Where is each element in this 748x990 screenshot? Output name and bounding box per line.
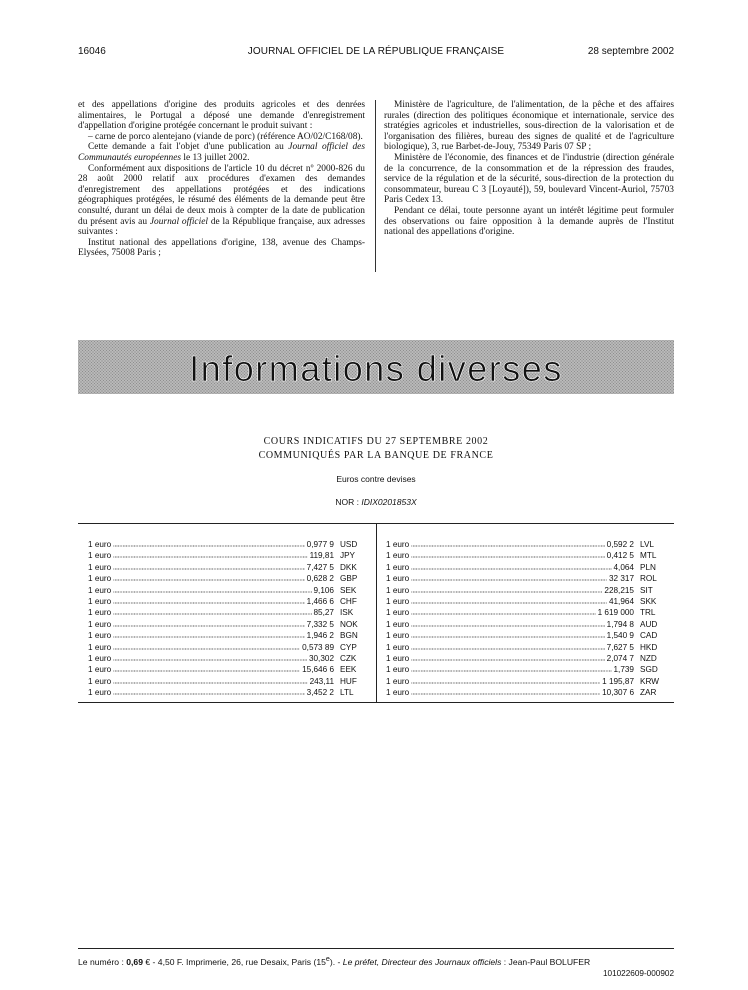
paragraph bbox=[78, 164, 365, 238]
rate-row bbox=[386, 654, 668, 665]
rate-label: 1 euro bbox=[386, 619, 410, 629]
text-run: Le numéro : bbox=[78, 956, 127, 967]
rate-row bbox=[386, 551, 668, 562]
currency-code: LTL bbox=[340, 688, 354, 698]
currency-code: GBP bbox=[340, 574, 358, 584]
rate-row bbox=[386, 688, 668, 699]
issue-price: 0,69 bbox=[126, 956, 143, 967]
currency-code: SEK bbox=[340, 585, 357, 595]
dot-leader bbox=[411, 552, 604, 558]
rate-row bbox=[88, 665, 368, 676]
rate-value: 119,81 bbox=[309, 551, 334, 561]
dot-leader bbox=[411, 587, 602, 593]
dot-leader bbox=[411, 541, 604, 547]
dot-leader bbox=[113, 552, 307, 558]
rate-row bbox=[88, 586, 368, 597]
dot-leader bbox=[113, 564, 304, 570]
rate-value: 3,452 2 bbox=[306, 688, 334, 698]
rate-row bbox=[386, 620, 668, 631]
rate-label: 1 euro bbox=[386, 540, 410, 549]
currency-code: BGN bbox=[340, 631, 358, 641]
dot-leader bbox=[113, 598, 304, 604]
text-run: de la République française, aux adresses suivantes : bbox=[78, 216, 365, 238]
table-divider bbox=[376, 524, 377, 702]
rate-row bbox=[88, 620, 368, 631]
rate-value: 0,977 9 bbox=[306, 540, 334, 549]
left-text-column bbox=[78, 100, 365, 259]
rate-row bbox=[88, 643, 368, 654]
dot-leader bbox=[113, 541, 304, 547]
dot-leader bbox=[411, 621, 604, 627]
rate-value: 1,739 bbox=[613, 665, 634, 675]
rate-value: 30,302 bbox=[308, 653, 334, 663]
rate-label: 1 euro bbox=[88, 688, 112, 698]
dot-leader bbox=[411, 575, 607, 581]
italic-text: Le préfet, Directeur des Journaux officiels bbox=[342, 956, 502, 967]
paragraph: Ministère de l'agriculture, de l'alimentation, de la pêche et des affaires rurales (direction des politiques économique et internationale, service des stratégies agricoles et industrielles, sous-direction de la valorisation et de l'organisation des filières, bureau des signes de qualité et de l'agriculture biologique), 3, rue Barbet-de-Jouy, 75349 Paris 07 SP ; bbox=[384, 100, 674, 153]
rates-subtitle: Euros contre devises bbox=[336, 474, 416, 484]
dot-leader bbox=[113, 689, 304, 695]
banner-title: Informations diverses bbox=[189, 348, 563, 389]
rate-label: 1 euro bbox=[386, 676, 410, 686]
footer-code: 101022609-000902 bbox=[602, 968, 674, 978]
rate-row bbox=[386, 586, 668, 597]
dot-leader bbox=[113, 609, 311, 615]
text-run: Cette demande a fait l'objet d'une publication au bbox=[88, 142, 289, 153]
rates-title-line1: COURS INDICATIFS DU 27 SEPTEMBRE 2002 bbox=[263, 436, 489, 447]
rate-row bbox=[88, 563, 368, 574]
rate-row bbox=[386, 677, 668, 688]
rate-label: 1 euro bbox=[88, 619, 112, 629]
rate-value: 32 317 bbox=[608, 574, 634, 584]
rate-row bbox=[386, 540, 668, 551]
currency-code: ISK bbox=[340, 608, 354, 618]
dot-leader bbox=[411, 666, 611, 672]
rate-row bbox=[88, 654, 368, 665]
currency-code: AUD bbox=[640, 619, 658, 629]
rate-label: 1 euro bbox=[88, 676, 112, 686]
dot-leader bbox=[113, 644, 300, 650]
text-run: : Jean-Paul BOLUFER bbox=[501, 956, 591, 967]
page-header bbox=[78, 46, 674, 60]
dot-leader bbox=[113, 666, 300, 672]
italic-text: Journal officiel bbox=[149, 216, 208, 227]
rate-label: 1 euro bbox=[386, 665, 410, 675]
rate-label: 1 euro bbox=[386, 574, 410, 584]
rate-label: 1 euro bbox=[386, 551, 410, 561]
rate-label: 1 euro bbox=[386, 631, 410, 641]
rate-row bbox=[88, 574, 368, 585]
rate-value: 1,540 9 bbox=[606, 631, 634, 641]
rate-value: 4,064 bbox=[613, 562, 634, 572]
currency-code: CYP bbox=[340, 642, 357, 652]
rate-label: 1 euro bbox=[88, 540, 112, 549]
product-item: – carne de porco alentejano (viande de porc) (référence AO/02/C168/08). bbox=[88, 131, 363, 142]
rate-label: 1 euro bbox=[88, 596, 112, 606]
rate-row bbox=[386, 631, 668, 642]
rate-row bbox=[88, 631, 368, 642]
dot-leader bbox=[113, 655, 307, 661]
section-banner bbox=[78, 340, 674, 394]
rates-title-line2: COMMUNIQUÉS PAR LA BANQUE DE FRANCE bbox=[258, 450, 494, 461]
paragraph: Pendant ce délai, toute personne ayant un intérêt légitime peut formuler des observations ou faire opposition à la demande auprès de l'Institut national des appellations d'origine. bbox=[384, 205, 674, 238]
rate-value: 0,592 2 bbox=[606, 540, 634, 549]
currency-code: MTL bbox=[640, 551, 657, 561]
rate-value: 0,628 2 bbox=[306, 574, 334, 584]
rate-label: 1 euro bbox=[88, 585, 112, 595]
rate-label: 1 euro bbox=[386, 688, 410, 698]
text-run: Conformément aux dispositions de l'article 10 du décret nº 2000-826 du 28 août 2000 relatif aux procédures d'examen des demandes d'enregistrement des appellations protégées et des indications géographiques protégées, le résumé des éléments de la demande peut être consulté, durant un délai de deux mois à compter de la date de publication du présent avis au bbox=[78, 163, 365, 227]
rate-row bbox=[386, 665, 668, 676]
rate-value: 228,215 bbox=[604, 585, 634, 595]
rate-value: 1,466 6 bbox=[306, 596, 334, 606]
rate-row bbox=[386, 643, 668, 654]
dot-leader bbox=[113, 632, 304, 638]
rate-label: 1 euro bbox=[88, 551, 112, 561]
rate-value: 10,307 6 bbox=[602, 688, 634, 698]
rates-right-column bbox=[386, 540, 668, 699]
rate-label: 1 euro bbox=[88, 608, 112, 618]
rate-label: 1 euro bbox=[88, 653, 112, 663]
dot-leader bbox=[411, 598, 607, 604]
nor-label: NOR : bbox=[335, 497, 362, 507]
rate-value: 9,106 bbox=[313, 585, 334, 595]
currency-code: CZK bbox=[340, 653, 357, 663]
paragraph: Ministère de l'économie, des finances et de l'industrie (direction générale de la concurrence, de la consommation et de la répression des fraudes, service de la régulation et de la sécurité, sous-direction de la protection du consommateur, bureau C 3 [Loyauté]), 59, boulevard Vincent-Auriol, 75703 Paris Cedex 13. bbox=[384, 152, 674, 206]
dot-leader bbox=[411, 689, 600, 695]
currency-code: SKK bbox=[640, 596, 657, 606]
dot-leader bbox=[113, 621, 304, 627]
rate-value: 15,646 6 bbox=[302, 665, 334, 675]
nor-value: IDIX0201853X bbox=[361, 497, 417, 507]
rate-value: 0,573 89 bbox=[302, 642, 334, 652]
rate-value: 243,11 bbox=[309, 676, 334, 686]
rate-row bbox=[88, 597, 368, 608]
rate-row bbox=[386, 574, 668, 585]
rates-left-column bbox=[88, 540, 368, 699]
paragraph bbox=[78, 142, 365, 163]
rate-row bbox=[386, 563, 668, 574]
dot-leader bbox=[411, 632, 604, 638]
paragraph: et des appellations d'origine des produits agricoles et des denrées alimentaires, le Portugal a déposé une demande d'enregistrement d'appellation d'origine protégée concernant le produit suivant : bbox=[78, 100, 365, 132]
rate-value: 85,27 bbox=[313, 608, 334, 618]
currency-code: KRW bbox=[640, 676, 659, 686]
rate-value: 41,964 bbox=[608, 596, 634, 606]
rate-row bbox=[386, 608, 668, 619]
dot-leader bbox=[113, 678, 307, 684]
currency-code: HKD bbox=[640, 642, 658, 652]
rate-row bbox=[88, 688, 368, 699]
rate-label: 1 euro bbox=[386, 642, 410, 652]
rate-label: 1 euro bbox=[88, 642, 112, 652]
rate-value: 1,794 8 bbox=[606, 619, 634, 629]
rate-label: 1 euro bbox=[88, 665, 112, 675]
rate-value: 0,412 5 bbox=[606, 551, 634, 561]
rate-row bbox=[88, 608, 368, 619]
dot-leader bbox=[411, 655, 604, 661]
currency-code: CHF bbox=[340, 596, 357, 606]
dot-leader bbox=[113, 575, 304, 581]
currency-code: HUF bbox=[340, 676, 357, 686]
column-divider bbox=[375, 100, 376, 272]
currency-code: PLN bbox=[640, 562, 656, 572]
exchange-rate-table bbox=[78, 523, 674, 703]
dot-leader bbox=[411, 564, 611, 570]
rate-row bbox=[88, 540, 368, 551]
italic-text: Journal officiel des Communautés européennes bbox=[78, 142, 365, 163]
rate-label: 1 euro bbox=[386, 608, 410, 618]
journal-title: JOURNAL OFFICIEL DE LA RÉPUBLIQUE FRANÇAISE bbox=[247, 46, 505, 57]
dot-leader bbox=[113, 587, 311, 593]
currency-code: USD bbox=[340, 540, 358, 549]
rate-label: 1 euro bbox=[88, 562, 112, 572]
right-text-column bbox=[384, 100, 674, 238]
nor-reference bbox=[78, 497, 674, 507]
issue-date: 28 septembre 2002 bbox=[587, 46, 674, 57]
currency-code: JPY bbox=[340, 551, 356, 561]
rate-label: 1 euro bbox=[386, 585, 410, 595]
rate-row bbox=[88, 677, 368, 688]
currency-code: LVL bbox=[640, 540, 654, 549]
page-footer bbox=[78, 948, 674, 978]
rate-row bbox=[386, 597, 668, 608]
dot-leader bbox=[411, 678, 600, 684]
currency-code: EEK bbox=[340, 665, 357, 675]
currency-code: SGD bbox=[640, 665, 658, 675]
rate-value: 7,427 5 bbox=[306, 562, 334, 572]
text-run: € - 4,50 F. Imprimerie, 26, rue Desaix, Paris (15 bbox=[142, 956, 326, 967]
dot-leader bbox=[411, 644, 604, 650]
currency-code: ROL bbox=[640, 574, 657, 584]
currency-code: DKK bbox=[340, 562, 357, 572]
text-run: le 13 juillet 2002. bbox=[181, 152, 250, 163]
rate-label: 1 euro bbox=[386, 653, 410, 663]
rate-label: 1 euro bbox=[88, 631, 112, 641]
rate-label: 1 euro bbox=[386, 562, 410, 572]
rate-value: 1 195,87 bbox=[602, 676, 634, 686]
currency-code: TRL bbox=[640, 608, 656, 618]
rate-value: 7,627 5 bbox=[606, 642, 634, 652]
dot-leader bbox=[411, 609, 595, 615]
rate-row bbox=[88, 551, 368, 562]
rate-value: 7,332 5 bbox=[306, 619, 334, 629]
page-number: 16046 bbox=[78, 46, 106, 57]
currency-code: SIT bbox=[640, 585, 653, 595]
rate-label: 1 euro bbox=[88, 574, 112, 584]
currency-code: ZAR bbox=[640, 688, 657, 698]
currency-code: NOK bbox=[340, 619, 358, 629]
currency-code: CAD bbox=[640, 631, 658, 641]
rate-label: 1 euro bbox=[386, 596, 410, 606]
rate-value: 1 619 000 bbox=[597, 608, 634, 618]
rate-value: 1,946 2 bbox=[306, 631, 334, 641]
paragraph: Institut national des appellations d'origine, 138, avenue des Champs-Elysées, 75008 Paris ; bbox=[78, 237, 365, 259]
footer-imprint bbox=[78, 955, 674, 967]
text-run: ). - bbox=[329, 956, 343, 967]
rate-value: 2,074 7 bbox=[606, 653, 634, 663]
currency-code: NZD bbox=[640, 653, 657, 663]
superscript: e bbox=[325, 955, 330, 963]
